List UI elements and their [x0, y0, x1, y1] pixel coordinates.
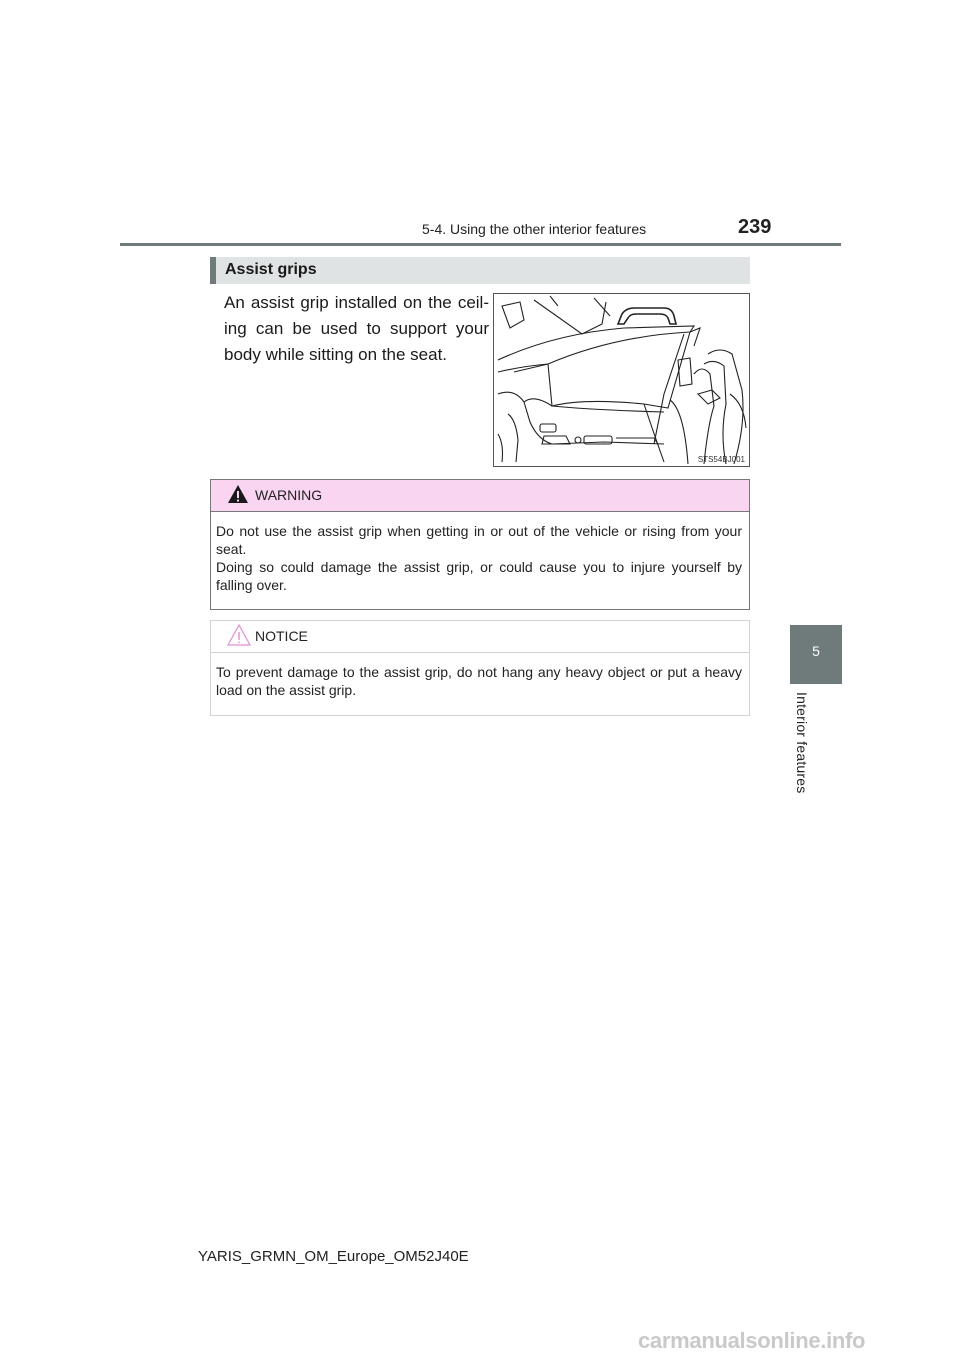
document-code: YARIS_GRMN_OM_Europe_OM52J40E	[198, 1248, 469, 1265]
page-number: 239	[738, 216, 772, 238]
warning-title: WARNING	[255, 487, 323, 503]
header-section-title: 5-4. Using the other interior features	[422, 221, 647, 237]
watermark-text: carmanualsonline.info	[638, 1328, 866, 1353]
caution-triangle-icon	[227, 623, 251, 647]
chapter-number: 5	[812, 643, 820, 659]
warning-triangle-icon	[227, 483, 249, 505]
notice-title: NOTICE	[255, 628, 308, 644]
section-heading	[210, 257, 750, 284]
section-heading-text: Assist grips	[225, 261, 317, 278]
warning-text-2: Doing so could damage the assist grip, or could cause you to injure yourself by falling over.	[216, 559, 742, 593]
notice-body: To prevent damage to the assist grip, do not hang any heavy object or put a heavy load on the assist grip.	[216, 664, 742, 698]
intro-paragraph: An assist grip installed on the ceil-ing can be used to support your body while sitting on the seat.	[224, 293, 489, 364]
illustration-code: STS54BJ001	[697, 455, 745, 464]
chapter-tab	[790, 625, 842, 684]
warning-text-1: Do not use the assist grip when getting in or out of the vehicle or rising from your seat.	[216, 523, 742, 557]
header-divider	[120, 243, 841, 246]
notice-box	[210, 620, 750, 716]
car-interior-drawing	[494, 294, 749, 466]
chapter-title: Interior features	[794, 692, 810, 794]
warning-box	[210, 479, 750, 610]
warning-header	[211, 480, 749, 512]
assist-grip-illustration	[493, 293, 750, 467]
warning-body	[216, 522, 742, 594]
notice-header	[211, 621, 749, 653]
